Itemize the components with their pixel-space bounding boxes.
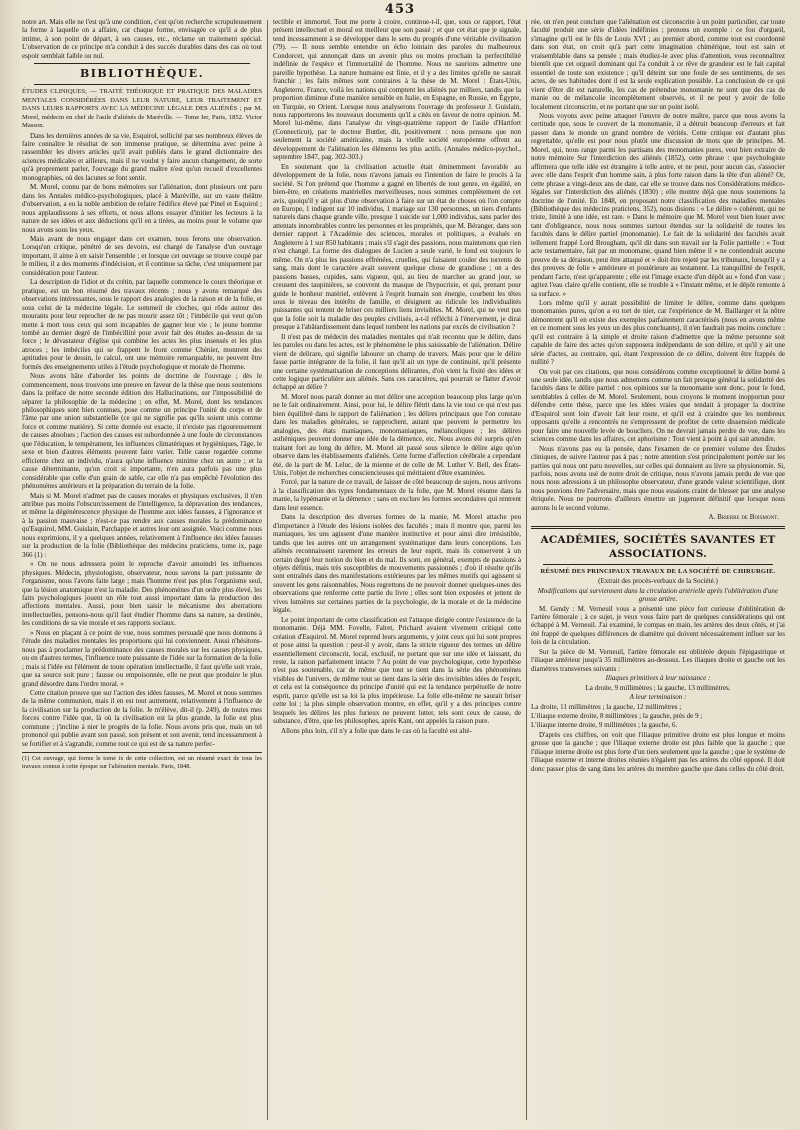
section-title-bibliotheque: BIBLIOTHÈQUE. (79, 67, 205, 81)
quote-paragraph: « On ne nous adressera point le reproche d'avoir amoindri les influences physiques. Médecin, physiologiste, observateur, nous savons la part puissante de l'organisme, nous l'avons faite large ; mais l'homme n'est pas plus l'organisme seul, que la lésion anatomique n'est la maladie. Des phénomènes d'un ordre plus élevé, les faits psychologiques jouent un rôle tout aussi important dans la production des affections mentales. Aussi, pour bien saisir le mécanisme des aberrations intellectuelles, pensons-nous qu'il faut étudier l'homme dans sa nature, sa destinée, les conditions de sa vie morale et ses rapports sociaux. (22, 560, 262, 628)
paragraph: rée, on n'en peut conclure que l'aliénation est circonscrite à un point particulier, car toute faculté produit une série d'idées indéfinies ; prenons un exemple : ce fou d'orgueil, s'imagine qu'il est le fils de Louis XVI ; au premier abord, comme tout est coordonné dans son état, on croit qu'à part cette imagination chimérique, tout est sain et vraisemblable dans sa pensée ; mais étudiez-le avec plus d'attention, vous reconnaîtrez bientôt que cet orgueil dominant qui l'a conduit à ce rêve de grandeur est le fait capital essentiel de toute son existence ; qu'il déteint sur une foule de ses sentiments, de ses actes, de ses habitudes dont il est la seule explication possible. La conclusion de ce qui vient d'être dit est naturelle, les cas de prétendue monomanie ne sont que des cas de manie ou de mélancolie incomplètement observés, et il ne peut y avoir de folie localement circonscrite, et ne portant que sur un point isolé. (531, 18, 785, 111)
paragraph: M. Morel nous paraît donner au mot délire une acception beaucoup plus large qu'on ne le fait ordinairement. Ainsi, pour lui, le délire flétrit dans la vie tout ce qui n'est pas bien équilibré dans le rapport de l'aliénation ; les délires principaux que l'on constate dans les maladies générales, se rapprochent, autant que peuvent le permettre les analogies, des états maniaques, monomaniaques, mélancoliques ; les délires asthéniques peuvent donner une idée de la démence, etc. Nous avons été surpris qu'en traitant fort au long du délire, M. Morel ait passé sous silence le délire aigu qu'on observe dans les établissements d'aliénés. Cette forme d'affection cérébrale a cependant été, de la part de M. Leluc, de la mienne et de celle de M. Luther V. Bell, des États-Unis, l'objet de recherches consciencieuses qui méritaient d'être examinées. (273, 392, 521, 478)
paragraph: Cette citation prouve que sur l'action des idées fausses, M. Morel et nous sommes de la même communion, mais il en est tout autrement, relativement à l'influence de la civilisation sur la production de la folie. Je m'élève, dit-il (p. 249), de toutes mes forces contre l'idée que, là où la civilisation est la plus grande, la folie est plus commune ; j'incline à nier le progrès de la folie. Nous avons pris que, mais un tel prononcé qui publie avant son passé, son présent et son avenir, tend incessamment à se fortifier et à s'agrandir, comme tout ce qui est de sa nature perfec- (22, 688, 262, 748)
paragraph: D'après ces chiffres, on voit que l'iliaque primitive droite est plus longue et moins grosse que la gauche ; que l'iliaque externe droite est plus faible que la gauche ; que l'iliaque interne droite est plus forte d'un tiers seulement que la gauche ; que le système de l'iliaque externe et interne droites réunies n'égalent pas les artères du côté opposé. Il doit donc passer plus de sang dans les artères du membre gauche que dans celles du côté droit. (531, 730, 785, 773)
paragraph: Il n'est pas de médecin des maladies mentales qui n'ait reconnu que le délire, dans les paroles ou dans les actes, est le phénomène le plus saisissable de l'aliénation. Délire vient de delirare, qui signifie labourer un champ de travers. Mais pour que le délire fasse partie intégrante de la folie, il faut qu'il ait un type de continuité, qu'il présente une certaine systématisation de conceptions délirantes, d'où vient la fixité des idées et cette logique particulière aux aliénés. Sans ces caractères, qui pourrait se flatter d'avoir échappé au délire ? (273, 332, 521, 392)
iliac-values: La droite, 9 millimètres ; la gauche, 13 millimètres. (585, 683, 731, 692)
quote-paragraph: » Nous en plaçant à ce point de vue, nous sommes persuadé que nous donnons à l'étude des maladies mentales les proportions qui lui conviennent. Aussi n'hésitons-nous pas à proclamer la prédominance des causes morales sur les causes physiques, ou en d'autres termes, l'influence toute puissante de l'idée sur la formation de la folie ; mais si l'idée est l'élément de toute opération intellectuelle, il faut qu'elle soit vraie, que sa source soit pure ; fausse ou empoisonnée, elle ne peut que produire le plus grand désordre dans l'ordre moral. » (22, 628, 262, 688)
paragraph: Le point important de cette classification est l'attaque dirigée contre l'existence de la monomanie. Déjà MM. Fovelle, Falret, Prichard avaient vivement critiqué cette création d'Esquirol. M. Morel reprend leurs arguments, y joint ceux qui lui sont propres et pose ainsi la question : peut-il y avoir, dans la stricte rigueur des termes un délire essentiellement circonscrit, local, exclusif, ne portant que sur une idée et laissant, du reste, la raison parfaitement intacte ? Au point de vue psychologique, cette hypothèse n'est pas soutenable, car de même que tout se tient dans la série des phénomènes visibles de l'univers, de même tout se tient dans la série des invisibles idées de l'esprit, et cela est la conséquence du principe d'unité qui est la tendance perpétuelle de notre esprit, parce qu'elle est sa loi la plus impérieuse. La folie elle-même ne saurait briser cette loi ; la plus simple observation montre, en effet, qu'il y a des principes contre lesquels les délires les plus furieux ne peuvent lutter, tels sont ceux de cause, de substance, d'être, que les philosophes, après Kant, ont appelés la raison pure. (273, 615, 521, 726)
section-title-academies: ACADÉMIES, SOCIÉTÉS SAVANTES ET ASSOCIATIONS. (540, 533, 776, 560)
paragraph: La description de l'idiot et du crétin, par laquelle commence le cours théorique et pratique, est un bon résumé des travaux récents ; nous y avons remarqué des observations intéressantes, sous le rapport des analogies de la raison et de la folie, et sous celui de la médecine légale. Le sommeil de cloches, qui rôde autour des mourants pour leur reprocher de ne pas mourir assez tôt ; l'imbécile qui veut qu'on mette à mort tous ceux qui sont incapables de gagner leur vie ; le jeune homme tombé au dernier degré de l'imbécillité pour avoir fait des études au-dessus de sa force ; le dévastateur d'église qui combine les actes les plus insensés et les plus atroces ; les imbéciles qui se frappent le front comme Chénier, montrent des aptitudes pour le dessin, le calcul, ont une mémoire remarquable, ne peuvent être formés des enseignements utiles à l'étude psychologique et morale de l'homme. (22, 278, 262, 371)
column-2 (273, 18, 521, 1126)
column-3 (531, 18, 785, 1126)
paragraph: Nous n'avons pas eu la pensée, dans l'examen de ce premier volume des Études cliniques, de suivre l'auteur pas à pas ; notre attention s'est principalement portée sur les parties qui nous ont paru nouvelles, sur celles qui donnaient au livre sa physionomie. Si, parfois, nous avons usé de notre droit de critique, nous n'avons jamais perdu de vue que nous nous adressions à un philosophe observateur, d'une grande valeur scientifique, dont nous pouvions être l'adversaire, mais que nous essaions craint de blesser par une analyse étriquée. Nous ne pourrons d'ailleurs émettre un jugement définitif que lorsque nous aurons lu le second volume. (531, 444, 785, 512)
divider (34, 63, 250, 64)
paragraph: Nous voyons avec peine attaquer l'œuvre de notre maître, parce que nous avons la certitude que, sous le couvert de la monomanie, il a détruit beaucoup d'erreurs et fait passer dans le monde un grand nombre de vérités. Cette critique est d'autant plus regrettable, qu'elle est pour nous plutôt une discussion de mots que de principes. M. Morel, qui, nous range parmi les partisans des monomanies pures, veut bien extraire de notre mémoire Sur l'interdiction des aliénés (1852), cette phrase : que psychologiste affirmera que telle idée est étrangère à telle autre, et ne peut, pour aucun cas, s'associer avec elle dans l'esprit d'un homme sain, à plus forte raison dans la tête d'un aliéné? Or, cette phrase a vingt-deux ans de date, car elle se trouve dans nos Considérations médico-légales sur l'interdiction des aliénés (1830) ; elle montre déjà que nous soutenions la doctrine de l'unité. En 1848, en proposant notre classification des maladies mentales (Bibliothèque des médecins praticiens, 352), nous disions : « Le délire » cohérent, qui ne triste, limité à une idée, est rare. » Dans le mémoire que M. Morel veut bien louer avec tant d'obligeance, nous nous sommes surtout étendus sur la solidarité de toutes les facultés dans le délire partiel (monomanie). Le fait de la solidarité des facultés avait tellement frappé Lord Brougham, qu'il dit dans son travail sur la Folie partielle : « Tout acte testamentaire, fait par un monomane, quand bien même il » ne contiendrait aucune preuve de sa déraison, peut être attaqué et » doit être rejeté par les tribunaux, lorsqu'il y a des preuves de folie » antérieure et postérieure au testament. La tranquillité de l'esprit, pendant l'acte, n'est qu'apparente ; elle est l'image exacte d'un dépôt au » fond d'un vase ; agitez l'eau claire qu'elle contient, elle se trouble à » l'instant même, et le dépôt remonte à sa surface. » (531, 111, 785, 298)
paragraph: M. Morel, connu par de bons mémoires sur l'aliénation, dont plusieurs ont paru dans les Annales médico-psychologiques, placé à Maréville, sur un vaste théâtre d'observation, a eu la noble ambition de refaire l'édifice élevé par Pinel et Esquirol ; nous applaudissons à ses efforts, et nous allons essayer d'initier les lecteurs à la nature de ses idées et aux déductions qu'il en a tirées, au moins pour le volume que nous avons sous les yeux. (22, 183, 262, 234)
iliac-heading: Iliaques primitives à leur naissance : (605, 674, 711, 683)
footnote: (1) Cet ouvrage, qui forme le tome ix de cette collection, est un résumé exact de tous les travaux connus à cette époque sur l'aliénation mentale. Paris, 1848. (22, 752, 262, 770)
sub-heading (531, 568, 785, 576)
paragraph: On voit par ces citations, que nous considérons comme exceptionnel le délire borné à une seule idée, tandis que nous admettons comme un fait presque général la solidarité des facultés dans le délire partiel : nos opinions sur la monomanie sont donc, pour le fond, semblables à celles de M. Morel. Seulement, nous croyons le moment inopportun pour défendre cette thèse, parce que les idées vraies que tendait à propager la doctrine d'Esquirol sont loin d'avoir fait leur route, et qu'il est à craindre que les nombreux opposants qu'elle a rencontrés ne s'empressent de profiter de cette dissension médicale pour faire une nouvelle levée de boucliers. On ne devrait jamais perdre de vue, dans les sciences comme dans les affaires, cet aphorisme : Tout vient à point à qui sait attendre. (531, 367, 785, 444)
author-signature: A. Brierre de Boismont. (708, 513, 779, 522)
paragraph: M. Gendy : M. Verneuil vous a présenté une pièce fort curieuse d'oblitération de l'artère fémorale ; à ce sujet, je veux vous faire part de quelques considérations qui ont échappé à M. Verneuil. J'ai examiné, le compas en main, les artères des deux côtés, et j'ai été frappé de quelques différences de diamètre qui doivent nécessairement influer sur les lois de la circulation. (531, 604, 785, 647)
paragraph: Sur la pièce de M. Verneuil, l'artère fémorale est oblitérée depuis l'épigastrique et l'iliaque antérieur jusqu'à 35 millimètres au-dessous. Les iliaques droite et gauche ont les diamètres transverses suivants : (531, 647, 785, 673)
paragraph: Mais si M. Morel n'admet pas de causes morales et physiques exclusives, il n'en attribue pas moins l'obscurcissement de l'intelligence, la dépravation des tendances, et même la dégénérescence physique de l'homme aux idées fausses, à l'ignorance et à la passion mauvaise ; n'est-ce pas rendre aux causes morales la prédominance qu'Esquirol, MM. Guislain, Parchappe et autres leur ont assignée. Voici comme nous nous exprimions, il y a quelques années, relativement à l'influence des idées fausses sur la production de la folie (Bibliothèque des médecins praticiens, tome ix, page 366 (1) : (22, 491, 262, 559)
measurement-line: La droite, 11 millimètres ; la gauche, 12 millimètres ; (531, 702, 682, 711)
paragraph: tectible et immortel. Tout me porte à croire, continue-t-il, que, sous ce rapport, l'état présent intellectuel et moral est meilleur que son passé ; et que cet état que je signale, tend incessamment à se développer dans le sens du progrès d'une véritable civilisation (79). — Il nous semble entendre un écho lointain des paroles du malheureux Condorcet, qui annonçait dans un avenir plus ou moins prochain la perfectibilité indéfinie de l'espèce et l'immortalité de l'homme. Nous ne saurions admettre une pareille hypothèse. La nature humaine est finie, et il y a des limites qu'elle ne saurait franchir ; les faits mêmes sont contraires à la thèse de M. Morel : États-Unis, Angleterre, France, voilà les nations qui comptent les aliénés par milliers, tandis que la proportion diminue d'une manière sensible en Italie, en Espagne, en Russie, en Égypte, en Turquie, en Orient. Lorsque nous analyserons l'ouvrage du professeur J. Guislain, nous rapporterons les nouveaux documents qu'il a cités en faveur de notre opinion. M. Morel lui-même, dans l'analyse du vingt-quatrième rapport de l'asile d'Hartfort (Connecticut), par le docteur Buttler, dit, positivement : nous pensons que non seulement la société américaine, mais la vieille société européenne offrent au développement de l'aliénation les éléments les plus actifs. (Annales médico-psychol., septembre 1847, pag. 302-303.) (273, 18, 521, 162)
sub-heading-text: RÉSUMÉ DES PRINCIPAUX TRAVAUX DE LA SOCIÉTÉ DE CHIRURGIE. (540, 567, 776, 575)
paragraph: Dans les dernières années de sa vie, Esquirol, sollicité par ses nombreux élèves de faire connaître le résultat de son immense pratique, se détermina avec peine à rassembler les divers articles qu'il avait publiés dans le grand dictionnaire des sciences médicales et ailleurs, mais il ne voulut y faire aucun changement, de sorte qu'à proprement parler, l'ouvrage du grand maître n'est qu'un recueil d'excellentes monographies, où des lacunes se font sentir. (22, 131, 262, 182)
intro-paragraph: notre art. Mais elle ne l'est qu'à une condition, c'est qu'on recherche scrupuleusement la forme à laquelle on a affaire, car chaque forme, envisagée ce qu'il a de plus intime, à son point de départ, à ses causes, etc., réclame un traitement spécial. L'observation de ce principe m'a conduit à des succès durables dans des cas où tout espoir semblait faible ou nul. (22, 18, 262, 60)
column-rule-left (267, 20, 268, 1120)
paragraph: En soutenant que la civilisation actuelle était éminemment favorable au développement de la folie, nous n'avons jamais eu l'intention de faire le procès à la société. Si l'on prétend que l'homme a gagné en libertés de tout genre, en égalité, en bien-être, en créations matérielles merveilleuses, nous sommes complètement de cet avis, quoiqu'il y ait plus d'une observation à faire sur un état de choses où l'on compte en Europe, 1 indigent sur 10 individus, 1 mariage sur 130 personnes, un tiers d'enfants naturels dans chaque grande ville, presque 1 suicide sur 1,000 individus, sans parler des attentats innombrables contre les personnes et les propriétés, que M. Béranger, dans son dernier rapport à l'Académie des sciences, morales et politiques, a évalués en Angleterre à 1 sur 850 habitants ; mais s'il s'agit des passions, nous maintenons que rien n'est changé. La forme des dialogues de Lucien a seule varié, le fond est toujours le même. On n'a plus les passions effrénées, cruelles, qui faisaient couler des torrents de sang, mais dont le caractère avait souvent quelque chose de grandiose ; on a des passions basses, cupides, sans vigueur, qui, au lieu de marcher au grand jour, se creusent des taupinières, se couvrent du masque de l'hypocrisie, et qui, prenant pour guide le bonheur matériel, enlèvent à l'esprit humain son énergie, courbent les têtes sous le niveau des intérêts de famille, et désignent au ridicule les individualités puissantes qui tentent de briser ces milliers liens invisibles. M. Morel, qui ne veut pas que la folie soit la maladie des peuples civilisés, a-t-il réfléchi à l'énervement, je dirai presque à l'abâtardissement dans lequel tombent les nations par excès de civilisation ? (273, 162, 521, 332)
paragraph: Allons plus loin, s'il n'y a folie que dans le cas où la faculté est alté- (281, 726, 472, 735)
sub-note: (Extrait des procès-verbaux de la Société.) (598, 577, 718, 586)
paragraph: Dans la description des diverses formes de la manie, M. Morel attache peu d'importance à l'étude des lésions isolées des facultés ; mais il montre que, parmi les maniaques, les uns agissent d'une manière instinctive et pour ainsi dire irrésistible, tandis que les autres ont un arrangement systématique dans leurs conceptions. Les aliénés reconnaissent rarement les erreurs de leur esprit, mais ils conservent à un certain degré leur notion du bien et du mal. Ils sont, en général, exempts de passions à objets définis, mais très susceptibles de mouvements passionnés ; d'où il résulte qu'ils sont entraînés dans des manifestations extérieures par les mêmes motifs qui agissent si souvent les gens raisonnables. Nous regrettons de ne pouvoir donner quelques-unes des observations que renferme cette partie du livre ; elles sont bien exposées et jettent de vives lumières sur certaines parties de la psychologie, de la morale et de la médecine légale. (273, 513, 521, 615)
paragraph: Mais avant de nous engager dans cet examen, nous ferons une observation. Lorsqu'un critique, pénétré de ses devoirs, est chargé de l'analyse d'un ouvrage important, il aime à en saisir l'ensemble ; et lorsque cet ouvrage se trouve coupé par le milieu, il a des moments d'indécision, et il continue sa tâche, c'est uniquement par considération pour l'auteur. (22, 234, 262, 277)
column-1 (22, 18, 262, 1126)
terminaison-heading: A leur terminaison : (629, 693, 687, 702)
page-number: 453 (384, 2, 416, 17)
paragraph: Lors même qu'il y aurait possibilité de limiter le délire, comme dans quelques monomanies pures, qu'on a eu tort de nier, car l'expérience de M. Baillarger et la nôtre démontrent qu'il en existe des exemples parfaitement caractérisés (nous en avons même en ce moment sous les yeux un des plus concluants), il n'en faudrait pas moins conclure : qu'il est contraire à la simple et droite raison d'admettre que la même personne soit capable de faire des actes qu'on supposera indépendants de son délire, et qu'il y ait une série d'actes, au contraire, qui, étant l'expression de ce délire, doivent être frappés de nullité ? (531, 298, 785, 367)
paragraph: Forcé, par la nature de ce travail, de laisser de côté beaucoup de sujets, nous arrivons à la classification des types fondamentaux de la folie, que M. Morel résume dans la manie, la lypémanie et la démence ; sans en exclure les formes secondaires qui rentrent dans leur essence. (273, 478, 521, 512)
measurement-line: L'iliaque interne droite, 9 millimètres ; la gauche, 6. (531, 721, 678, 730)
measurement-line: L'iliaque externe droite, 8 millimètres ; la gauche, près de 9 ; (531, 711, 703, 720)
book-heading: ÉTUDES CLINIQUES; — TRAITÉ THÉORIQUE ET PRATIQUE DES MALADIES MENTALES CONSIDÉRÉES DANS LEUR NATURE, LEUR TRAITEMENT ET DANS LEURS RAPPORTS AVEC LA MÉDECINE LÉGALE DES ALIÉNÉS ; par M. Morel, médecin en chef de l'asile d'aliénés de Maréville. — Tome Ier, Paris, 1852. Victor Masson. (22, 88, 262, 130)
divider (543, 564, 773, 565)
column-rule-right (526, 20, 527, 1120)
divider (34, 84, 250, 85)
topic-title: Modifications qui surviennent dans la circulation artérielle après l'oblitération d'une grosse artère. (537, 586, 779, 604)
divider (531, 526, 785, 529)
paragraph: Nous avons hâte d'aborder les points de doctrine de l'ouvrage ; dès le commencement, nous trouvons une preuve en faveur de la thèse que nous soutenions dans la préface de notre seconde édition des Hallucinations, sur l'impossibilité de séparer la philosophie de la médecine ; en effet, M. Morel, dont les tendances philosophiques sont bien connues, pose comme un principe l'unité du corps et de l'âme par une union substantielle (ce qui ne signifie pas qu'ils soient unis comme force et comme matière). Si cette donnée est exacte, il n'existe pas rigoureusement de causes absolues ; l'action des causes est subordonnée à une foule de circonstances que l'éducation, le tempérament, les influences climatériques et hygiéniques, l'âge, le sexe et bien d'autres éléments peuvent faire varier. Telle cause regardée comme efficiente chez un individu, n'aura qu'une influence minime chez un autre ; et la cause déterminante, qu'on croit si importante, n'en aura parfois pas une plus considérable que celle d'un grain de sable, car elle n'a pas empêché l'évolution des phénomènes antérieurs et la préparation du terrain de la folie. (22, 372, 262, 491)
